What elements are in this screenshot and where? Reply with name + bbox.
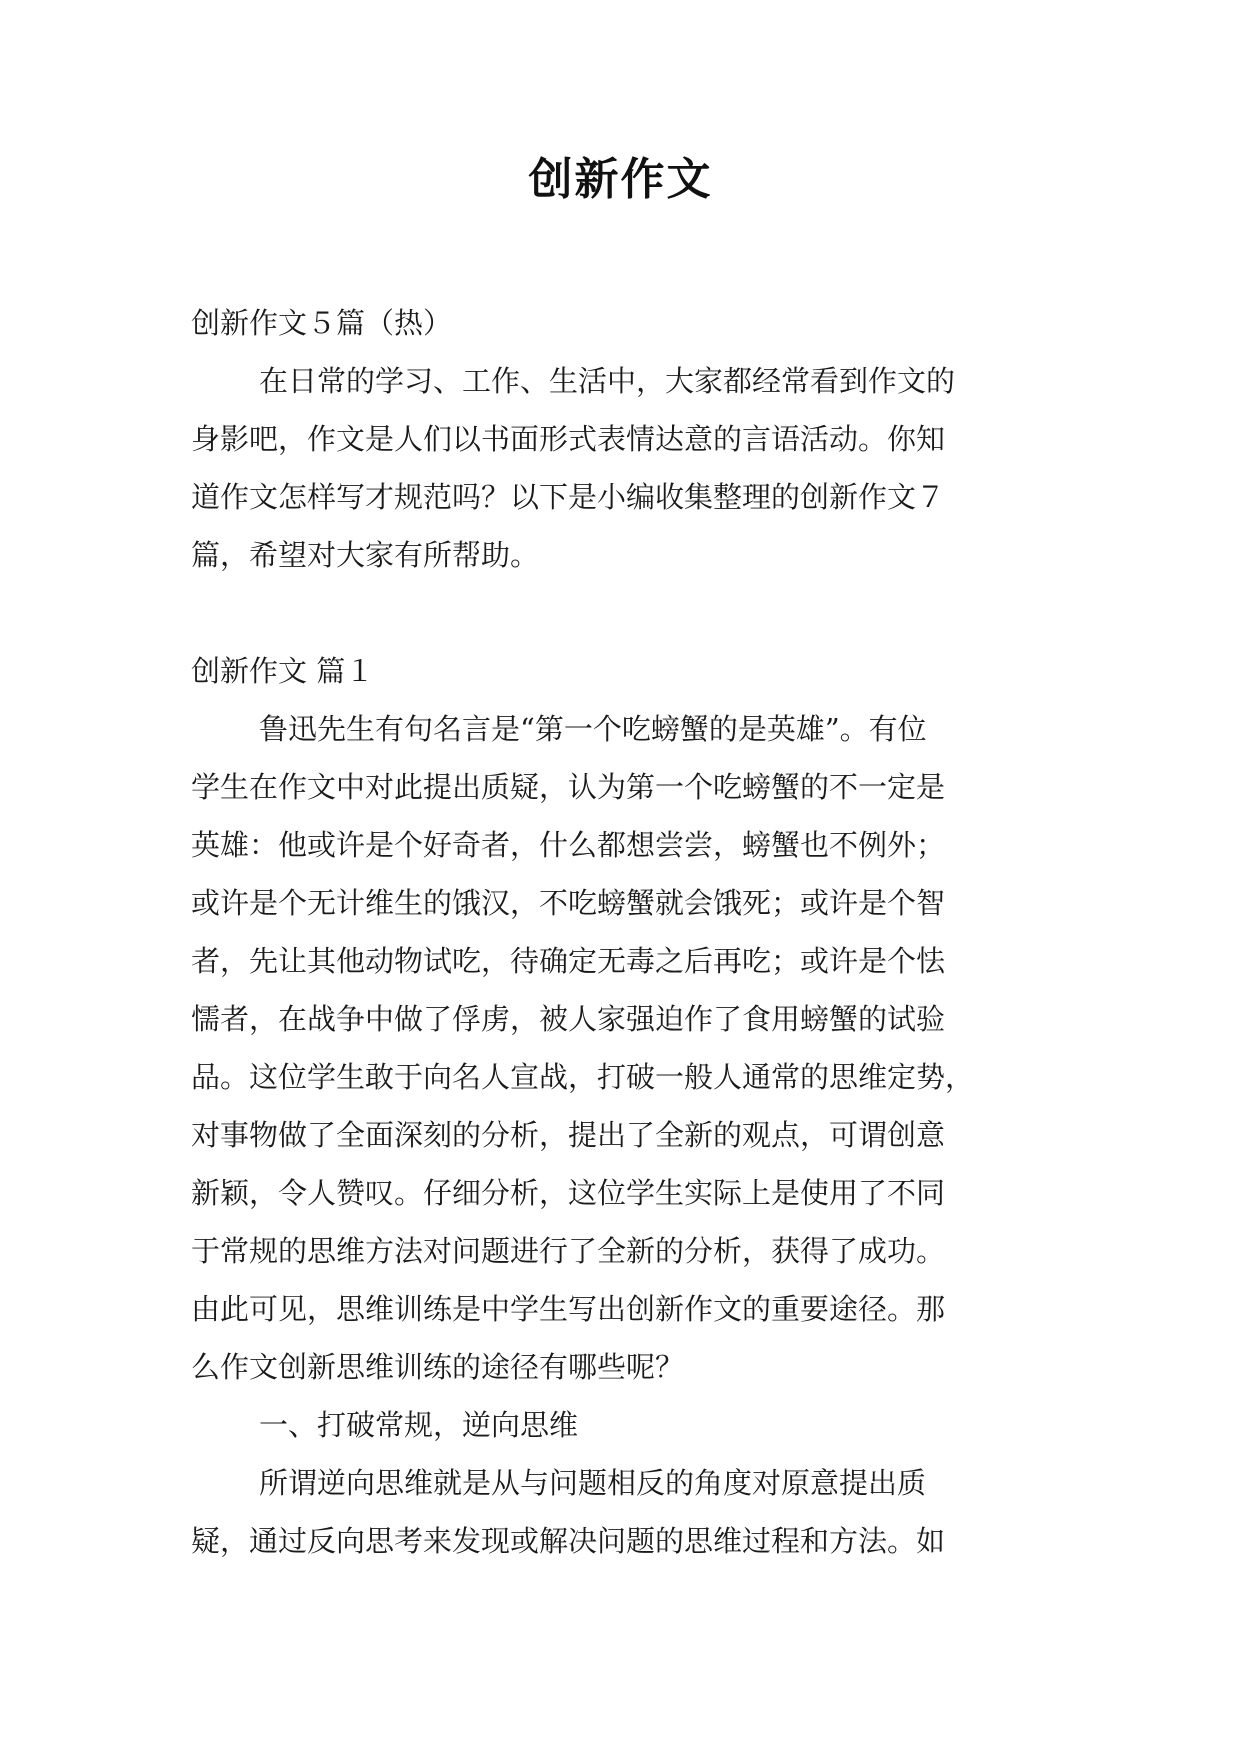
text-line: 创新作文 篇１ [191, 654, 375, 688]
text-line: 鲁迅先生有句名言是“第一个吃螃蟹的是英雄”。有位 [259, 712, 927, 746]
text-line: 英雄：他或许是个好奇者，什么都想尝尝，螃蟹也不例外； [191, 828, 946, 862]
text-line: 对事物做了全面深刻的分析，提出了全新的观点，可谓创意 [191, 1118, 946, 1152]
text-line: 由此可见，思维训练是中学生写出创新作文的重要途径。那 [191, 1292, 946, 1326]
text-line: 者，先让其他动物试吃，待确定无毒之后再吃；或许是个怯 [191, 944, 946, 978]
text-line: 或许是个无计维生的饿汉，不吃螃蟹就会饿死；或许是个智 [191, 886, 946, 920]
text-line: 创新作文５篇（热） [191, 306, 453, 340]
text-line: 一、打破常规，逆向思维 [259, 1408, 579, 1442]
text-line: 身影吧，作文是人们以书面形式表情达意的言语活动。你知 [191, 422, 946, 456]
text-line: 学生在作文中对此提出质疑，认为第一个吃螃蟹的不一定是 [191, 770, 946, 804]
text-line: 么作文创新思维训练的途径有哪些呢？ [191, 1350, 685, 1384]
text-line: 新颖，令人赞叹。仔细分析，这位学生实际上是使用了不同 [191, 1176, 946, 1210]
text-line: 懦者，在战争中做了俘虏，被人家强迫作了食用螃蟹的试验 [191, 1002, 946, 1036]
text-line: 道作文怎样写才规范吗？以下是小编收集整理的创新作文７ [191, 480, 946, 514]
text-line: 于常规的思维方法对问题进行了全新的分析，获得了成功。 [191, 1234, 946, 1268]
text-line: 疑，通过反向思考来发现或解决问题的思维过程和方法。如 [191, 1524, 946, 1558]
document-title: 创新作文 [528, 154, 713, 205]
text-line: 所谓逆向思维就是从与问题相反的角度对原意提出质 [259, 1466, 927, 1500]
blank-line [191, 584, 1051, 642]
text-line: 篇，希望对大家有所帮助。 [191, 538, 540, 572]
text-line: 品。这位学生敢于向名人宣战，打破一般人通常的思维定势， [191, 1060, 975, 1094]
document-body [191, 294, 1051, 1570]
text-line: 在日常的学习、工作、生活中，大家都经常看到作文的 [259, 364, 956, 398]
